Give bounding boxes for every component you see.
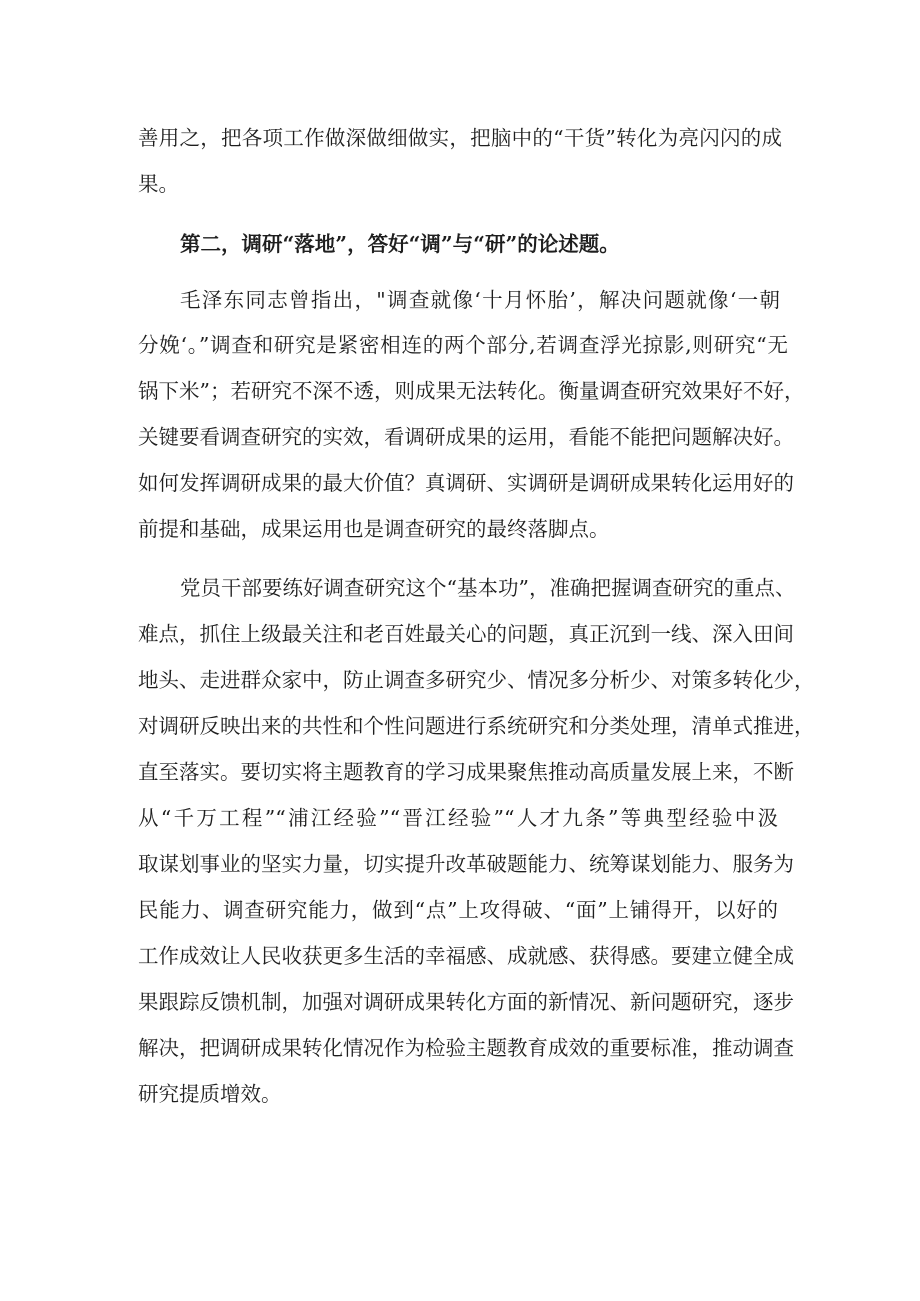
text-line-19: 果跟踪反馈机制，加强对调研成果转化方面的新情况、新问题研究，逐步	[138, 990, 794, 1014]
text-line-20: 解决，把调研成果转化情况作为检验主题教育成效的重要标准，推动调查	[138, 1036, 794, 1060]
text-line-6: 锅下米”；若研究不深不透，则成果无法转化。衡量调查研究效果好不好，	[138, 379, 805, 403]
text-line-21: 研究提质增效。	[138, 1082, 282, 1106]
text-line-10: 党员干部要练好调查研究这个“基本功”，准确把握调查研究的重点、	[180, 576, 796, 600]
text-line-11: 难点，抓住上级最关注和老百姓最关心的问题，真正沉到一线、深入田间	[138, 622, 794, 646]
text-line-7: 关键要看调查研究的实效，看调研成果的运用，看能不能把问题解决好。	[138, 425, 794, 449]
text-line-14: 直至落实。要切实将主题教育的学习成果聚焦推动高质量发展上来，不断	[138, 760, 794, 784]
text-line-12: 地头、走进群众家中，防止调查多研究少、情况多分析少、对策多转化少，	[138, 668, 815, 692]
text-line-1: 善用之，把各项工作做深做细做实，把脑中的“干货”转化为亮闪闪的成	[138, 126, 782, 150]
text-line-9: 前提和基础，成果运用也是调查研究的最终落脚点。	[138, 517, 610, 541]
text-line-2: 果。	[138, 172, 179, 196]
section-heading: 第二，调研“落地”，答好“调”与“研”的论述题。	[180, 232, 620, 256]
text-line-13: 对调研反映出来的共性和个性问题进行系统研究和分类处理，清单式推进，	[138, 714, 815, 738]
text-line-16: 取谋划事业的坚实力量，切实提升改革破题能力、统筹谋划能力、服务为	[138, 852, 794, 876]
text-line-15: 从“千万工程”“浦江经验”“晋江经验”“人才九条”等典型经验中汲	[138, 806, 778, 830]
text-line-18: 工作成效让人民收获更多生活的幸福感、成就感、获得感。要建立健全成	[138, 944, 794, 968]
text-line-5: 分娩‘。”调查和研究是紧密相连的两个部分,若调查浮光掠影,则研究“无	[138, 333, 788, 357]
text-line-8: 如何发挥调研成果的最大价值？真调研、实调研是调研成果转化运用好的	[138, 471, 794, 495]
text-line-4: 毛泽东同志曾指出，"调查就像‘十月怀胎’，解决问题就像‘一朝	[180, 288, 780, 312]
text-line-17: 民能力、调查研究能力，做到“点”上攻得破、“面”上铺得开，以好的	[138, 898, 778, 922]
